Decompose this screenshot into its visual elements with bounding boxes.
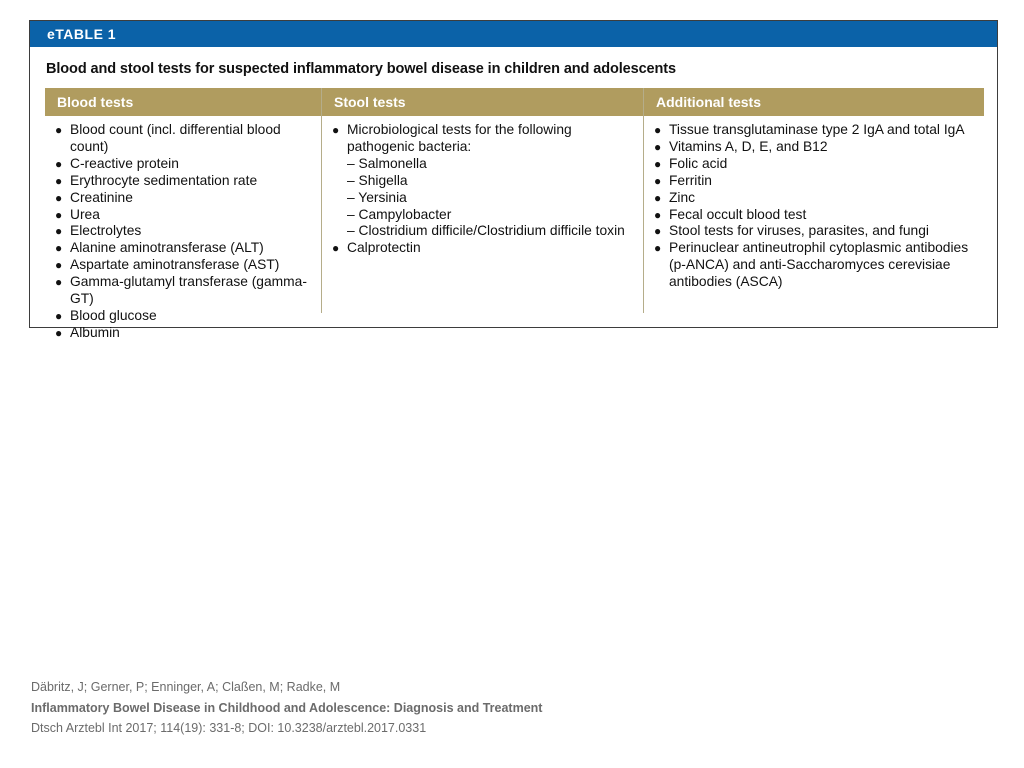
citation-authors: Däbritz, J; Gerner, P; Enninger, A; Claßen, M; Radke, M [31, 680, 341, 694]
list-item: ● Stool tests for viruses, parasites, and fungi [654, 223, 984, 240]
list-item: ● C-reactive protein [55, 156, 321, 173]
column-blood-tests [45, 88, 321, 340]
etable-label: eTABLE 1 [30, 21, 997, 47]
list-item: ● Folic acid [654, 156, 984, 173]
list-item: ● Erythrocyte sedimentation rate [55, 173, 321, 190]
column-body-blood-tests [45, 116, 321, 340]
additional-tests-list [654, 122, 984, 291]
column-header-stool-tests: Stool tests [322, 88, 643, 116]
column-header-blood-tests: Blood tests [45, 88, 321, 116]
sub-list-item: – Yersinia [347, 189, 407, 205]
list-item: ● Gamma-glutamyl transferase (gamma-GT) [55, 274, 321, 308]
list-item: ● Blood count (incl. differential blood count) [55, 122, 321, 156]
sub-list-item: – Clostridium difficile/Clostridium difficile toxin [347, 223, 625, 239]
sub-list-item: – Campylobacter [347, 206, 452, 222]
list-item: ● Microbiological tests for the following pathogenic bacteria: [332, 122, 643, 156]
column-stool-tests [321, 88, 643, 313]
list-item: ● Perinuclear antineutrophil cytoplasmic antibodies (p-ANCA) and anti-Saccharomyces cerevisiae antibodies (ASCA) [654, 240, 984, 291]
list-item: ● Urea [55, 207, 321, 224]
etable-title: Blood and stool tests for suspected inflammatory bowel disease in children and adolescents [46, 61, 676, 77]
etable [29, 20, 998, 340]
list-item: ● Calprotectin [332, 240, 643, 257]
list-item: ● Ferritin [654, 173, 984, 190]
list-item: ● Creatinine [55, 190, 321, 207]
list-item: ● Aspartate aminotransferase (AST) [55, 257, 321, 274]
citation [31, 677, 542, 739]
list-item: ● Blood glucose [55, 308, 321, 325]
list-item: ● Alanine aminotransferase (ALT) [55, 240, 321, 257]
list-item: ● Fecal occult blood test [654, 207, 984, 224]
column-header-additional-tests: Additional tests [644, 88, 984, 116]
citation-reference: Dtsch Arztebl Int 2017; 114(19): 331-8; DOI: 10.3238/arztebl.2017.0331 [31, 721, 427, 735]
column-additional-tests [643, 88, 984, 313]
column-body-additional-tests [644, 116, 984, 313]
stool-tests-list [332, 122, 643, 257]
sub-list-item: – Shigella [347, 172, 408, 188]
tests-table [45, 88, 984, 340]
citation-article-title: Inflammatory Bowel Disease in Childhood and Adolescence: Diagnosis and Treatment [31, 700, 543, 715]
list-item: ● Tissue transglutaminase type 2 IgA and total IgA [654, 122, 984, 139]
sub-list-item: – Salmonella [347, 155, 427, 171]
list-item: ● Electrolytes [55, 223, 321, 240]
list-item: ● Albumin [55, 325, 321, 342]
list-item: ● Zinc [654, 190, 984, 207]
list-item: ● Vitamins A, D, E, and B12 [654, 139, 984, 156]
blood-tests-list [55, 122, 321, 342]
column-body-stool-tests [322, 116, 643, 313]
